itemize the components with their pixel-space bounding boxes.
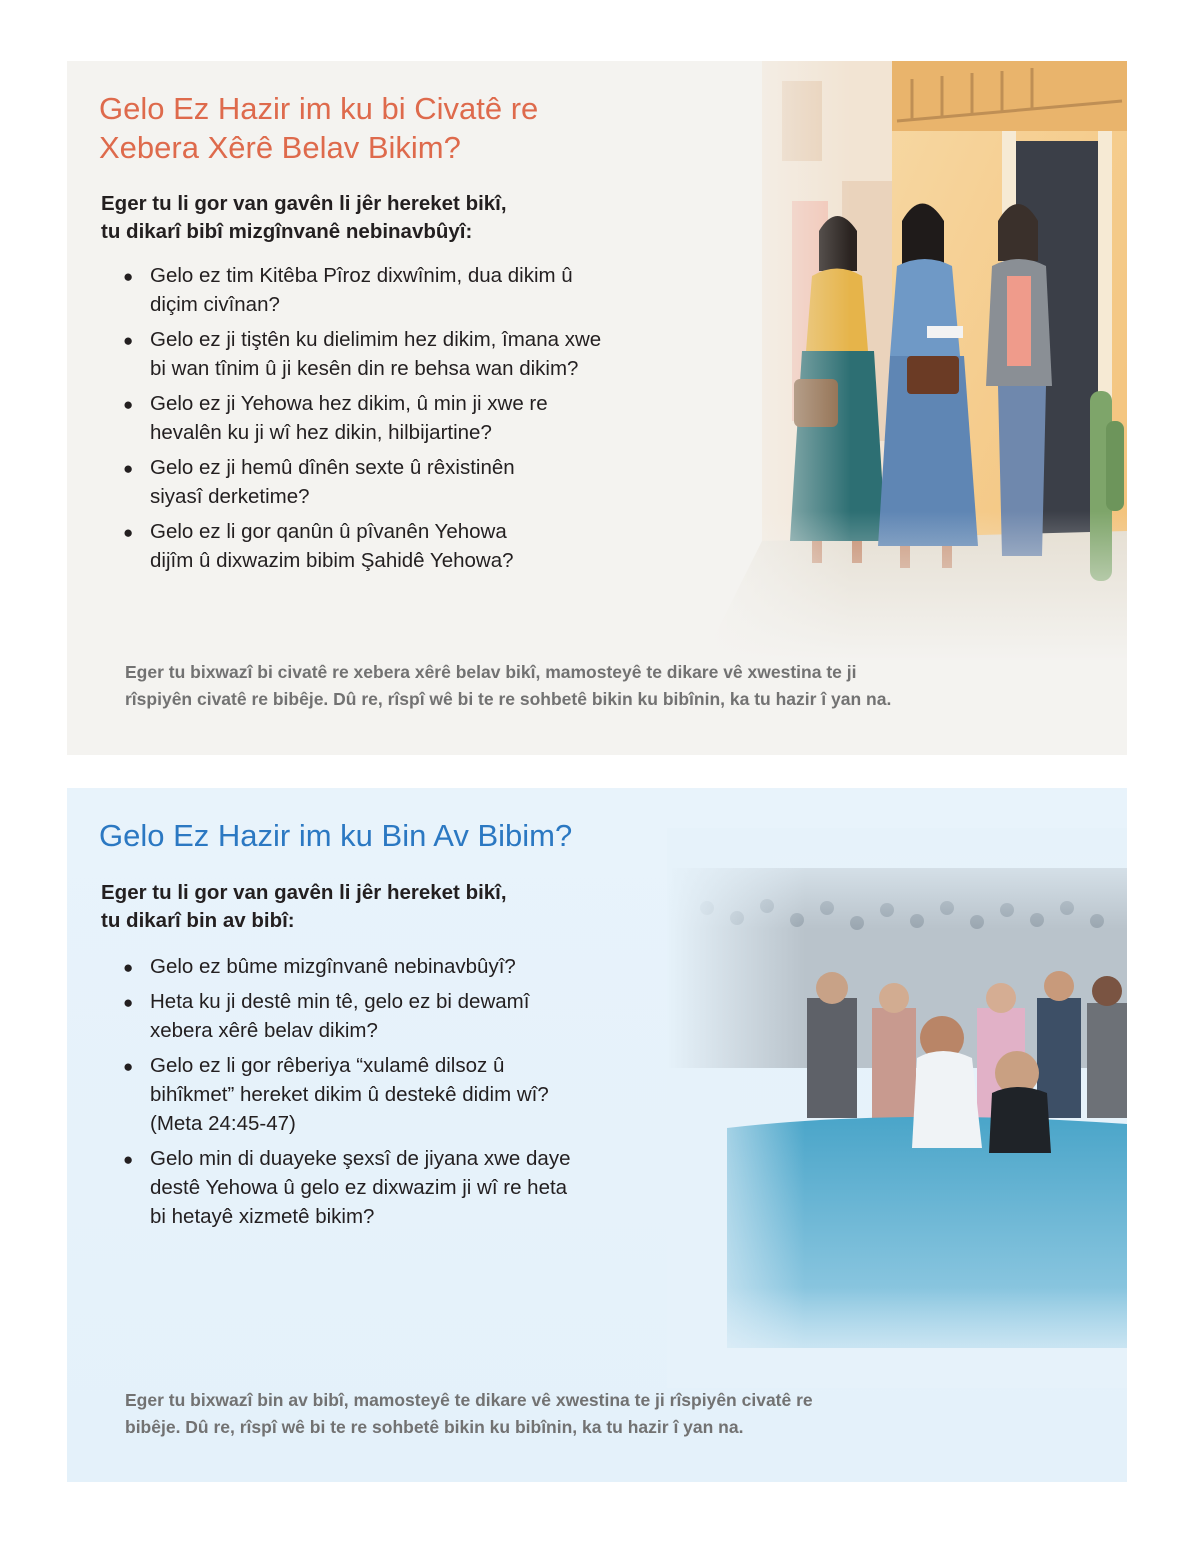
question-list (123, 261, 683, 581)
question-line: bi wan tînim û ji kesên din re behsa wan dikim? (150, 357, 579, 380)
bullet-icon: ● (123, 1057, 134, 1076)
question-line: Gelo min di duayeke şexsî de jiyana xwe daye (150, 1147, 571, 1170)
section-title (99, 816, 572, 855)
section-note (125, 1387, 813, 1441)
question-item (123, 325, 683, 383)
note-line: Eger tu bixwazî bi civatê re xebera xêrê belav bikî, mamosteyê te dikare vê xwestina te ji (125, 662, 857, 682)
section-note (125, 659, 891, 713)
question-line: bihîkmet” hereket dikim û destekê didim wî? (150, 1083, 549, 1106)
question-item (123, 453, 683, 511)
question-item (123, 517, 683, 575)
question-list (123, 952, 623, 1237)
question-line: Heta ku ji destê min tê, gelo ez bi dewamî (150, 990, 530, 1013)
question-line: dijîm û dixwazim bibim Şahidê Yehowa? (150, 549, 514, 572)
question-item (123, 261, 683, 319)
intro-line: Eger tu li gor van gavên li jêr hereket bikî, (101, 881, 507, 904)
scripture-reference: (Meta 24:45-47) (150, 1112, 296, 1135)
baptism-section (67, 788, 1127, 1482)
question-line: hevalên ku ji wî hez dikin, hilbijartine? (150, 421, 492, 444)
question-item (123, 987, 623, 1045)
question-line: Gelo ez ji Yehowa hez dikim, û min ji xwe re (150, 392, 548, 415)
note-line: Eger tu bixwazî bin av bibî, mamosteyê te dikare vê xwestina te ji rîspiyên civatê re (125, 1390, 813, 1410)
bullet-icon: ● (123, 958, 134, 977)
section-intro (101, 879, 507, 935)
intro-line: tu dikarî bibî mizgînvanê nebinavbûyî: (101, 220, 473, 243)
note-line: bibêje. Dû re, rîspî wê bi te re sohbetê bikin ku bibînin, ka tu hazir î yan na. (125, 1417, 744, 1437)
section-title (99, 89, 538, 167)
title-line: Xebera Xêrê Belav Bikim? (99, 130, 461, 165)
section-intro (101, 190, 507, 246)
bullet-icon: ● (123, 331, 134, 350)
question-line: Gelo ez ji tiştên ku dielimim hez dikim, îmana xwe (150, 328, 602, 351)
question-item (123, 389, 683, 447)
question-item (123, 1051, 623, 1138)
bullet-icon: ● (123, 267, 134, 286)
question-line: xebera xêrê belav dikim? (150, 1019, 378, 1042)
note-line: rîspiyên civatê re bibêje. Dû re, rîspî wê bi te re sohbetê bikin ku bibînin, ka tu hazir î yan na. (125, 689, 892, 709)
bullet-icon: ● (123, 1150, 134, 1169)
bullet-icon: ● (123, 459, 134, 478)
question-line: destê Yehowa û gelo ez dixwazim ji wî re heta (150, 1176, 568, 1199)
question-line: Gelo ez li gor rêberiya “xulamê dilsoz û (150, 1054, 505, 1077)
question-line: Gelo ez li gor qanûn û pîvanên Yehowa (150, 520, 507, 543)
bullet-icon: ● (123, 523, 134, 542)
publisher-section (67, 61, 1127, 755)
door-to-door-illustration (702, 61, 1127, 661)
question-line: Gelo ez bûme mizgînvanê nebinavbûyî? (150, 955, 516, 978)
baptism-illustration (667, 828, 1127, 1388)
question-item (123, 952, 623, 981)
intro-line: Eger tu li gor van gavên li jêr hereket bikî, (101, 192, 507, 215)
question-line: diçim civînan? (150, 293, 280, 316)
title-line: Gelo Ez Hazir im ku Bin Av Bibim? (99, 818, 573, 853)
question-line: bi hetayê xizmetê bikim? (150, 1205, 375, 1228)
question-line: Gelo ez tim Kitêba Pîroz dixwînim, dua dikim û (150, 264, 573, 287)
intro-line: tu dikarî bin av bibî: (101, 909, 295, 932)
question-line: Gelo ez ji hemû dînên sexte û rêxistinên (150, 456, 515, 479)
title-line: Gelo Ez Hazir im ku bi Civatê re (99, 91, 539, 126)
bullet-icon: ● (123, 993, 134, 1012)
question-item (123, 1144, 623, 1231)
question-line: siyasî derketime? (150, 485, 310, 508)
bullet-icon: ● (123, 395, 134, 414)
